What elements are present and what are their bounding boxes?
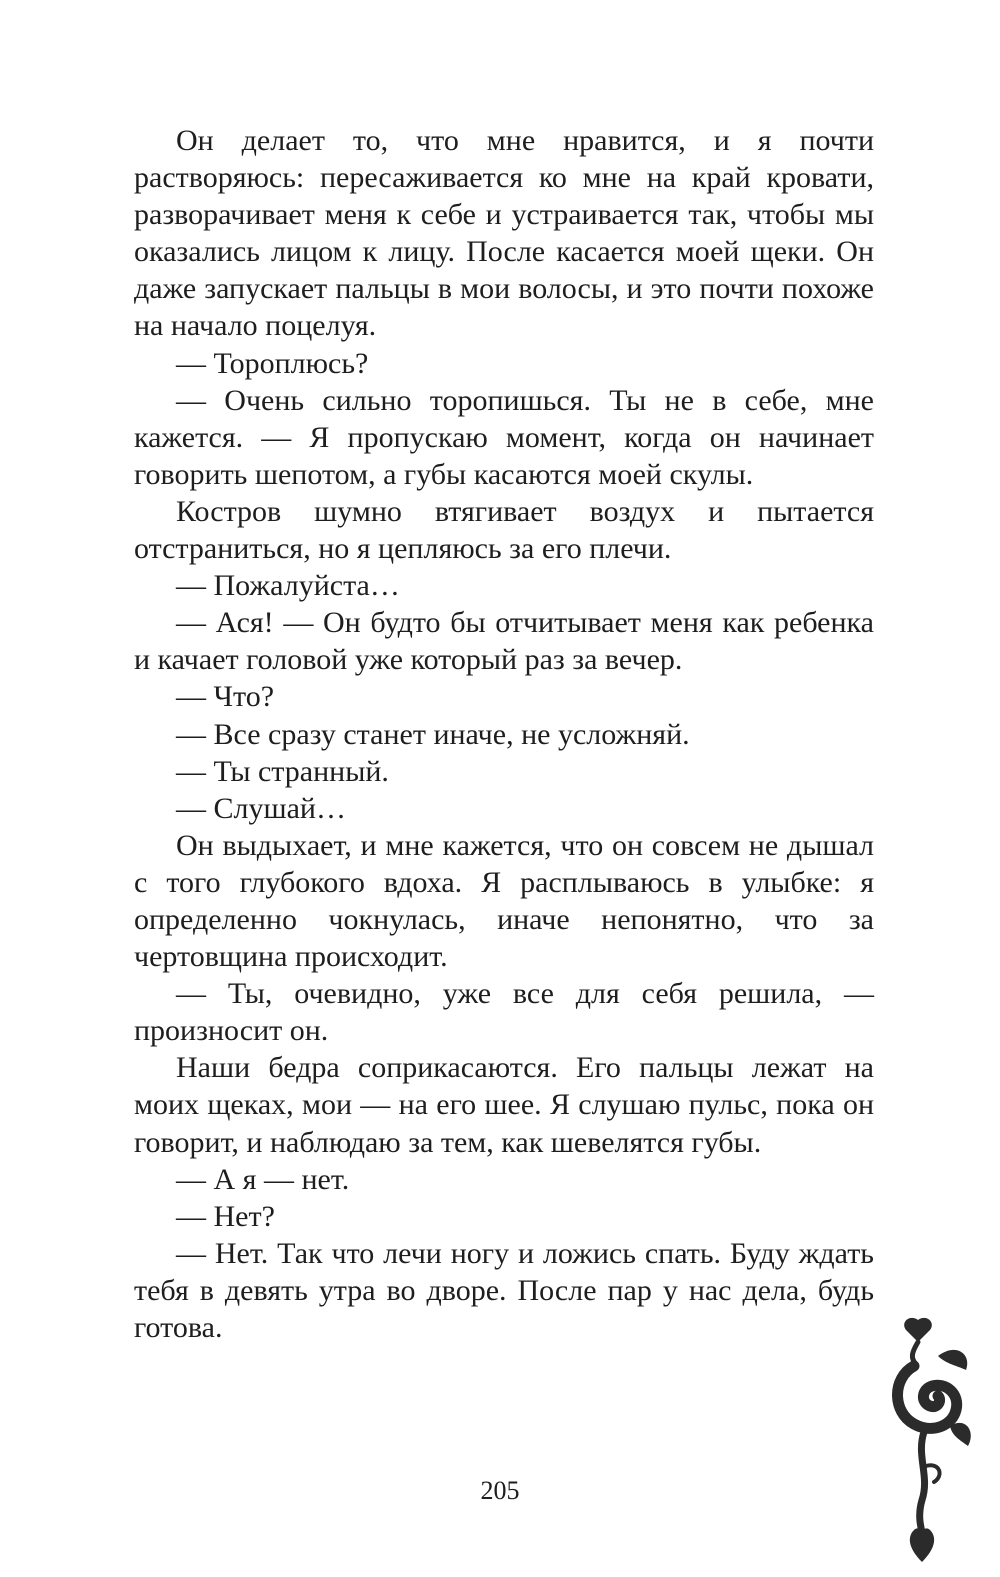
flourish-ornament-icon (886, 1316, 976, 1566)
paragraph-13: Наши бедра соприкасаются. Его пальцы лежат на моих щеках, мои — на его шее. Я слушаю пульс, пока он говорит, и наблюдаю за тем, как шевелятся губы. (134, 1051, 874, 1159)
paragraph-14: — А я — нет. (176, 1162, 350, 1196)
paragraph-1: Он делает то, что мне нравится, и я почти растворяюсь: пересаживается ко мне на край кровати, разворачивает меня к себе и устраивается так, чтобы мы оказались лицом к лицу. После касается моей щеки. Он даже запускает пальцы в мои волосы, и это почти похоже на начало поцелуя. (134, 124, 874, 343)
paragraph-11: Он выдыхает, и мне кажется, что он совсем не дышал с того глубокого вдоха. Я расплываюсь в улыбке: я определенно чокнулась, иначе непонятно, что за чертовщина происходит. (134, 828, 874, 974)
paragraph-16: — Нет. Так что лечи ногу и ложись спать. Буду ждать тебя в девять утра во дворе. После пар у нас дела, будь готова. (134, 1236, 874, 1344)
page-number: 205 (480, 1476, 520, 1505)
paragraph-7: — Что? (176, 680, 275, 714)
paragraph-2: — Тороплюсь? (176, 346, 369, 380)
paragraph-8: — Все сразу станет иначе, не усложняй. (176, 717, 690, 751)
paragraph-10: — Слушай… (176, 791, 346, 825)
body-text (134, 122, 874, 1346)
paragraph-4: Костров шумно втягивает воздух и пытается отстраниться, но я цепляюсь за его плечи. (134, 494, 874, 566)
paragraph-9: — Ты странный. (176, 754, 389, 788)
paragraph-3: — Очень сильно торопишься. Ты не в себе, мне кажется. — Я пропускаю момент, когда он начинает говорить шепотом, а губы касаются моей скулы. (134, 383, 874, 491)
paragraph-6: — Ася! — Он будто бы отчитывает меня как ребенка и качает головой уже который раз за вечер. (134, 606, 874, 677)
paragraph-5: — Пожалуйста… (176, 569, 400, 603)
paragraph-15: — Нет? (176, 1199, 275, 1233)
paragraph-12: — Ты, очевидно, уже все для себя решила, — произносит он. (134, 977, 874, 1048)
